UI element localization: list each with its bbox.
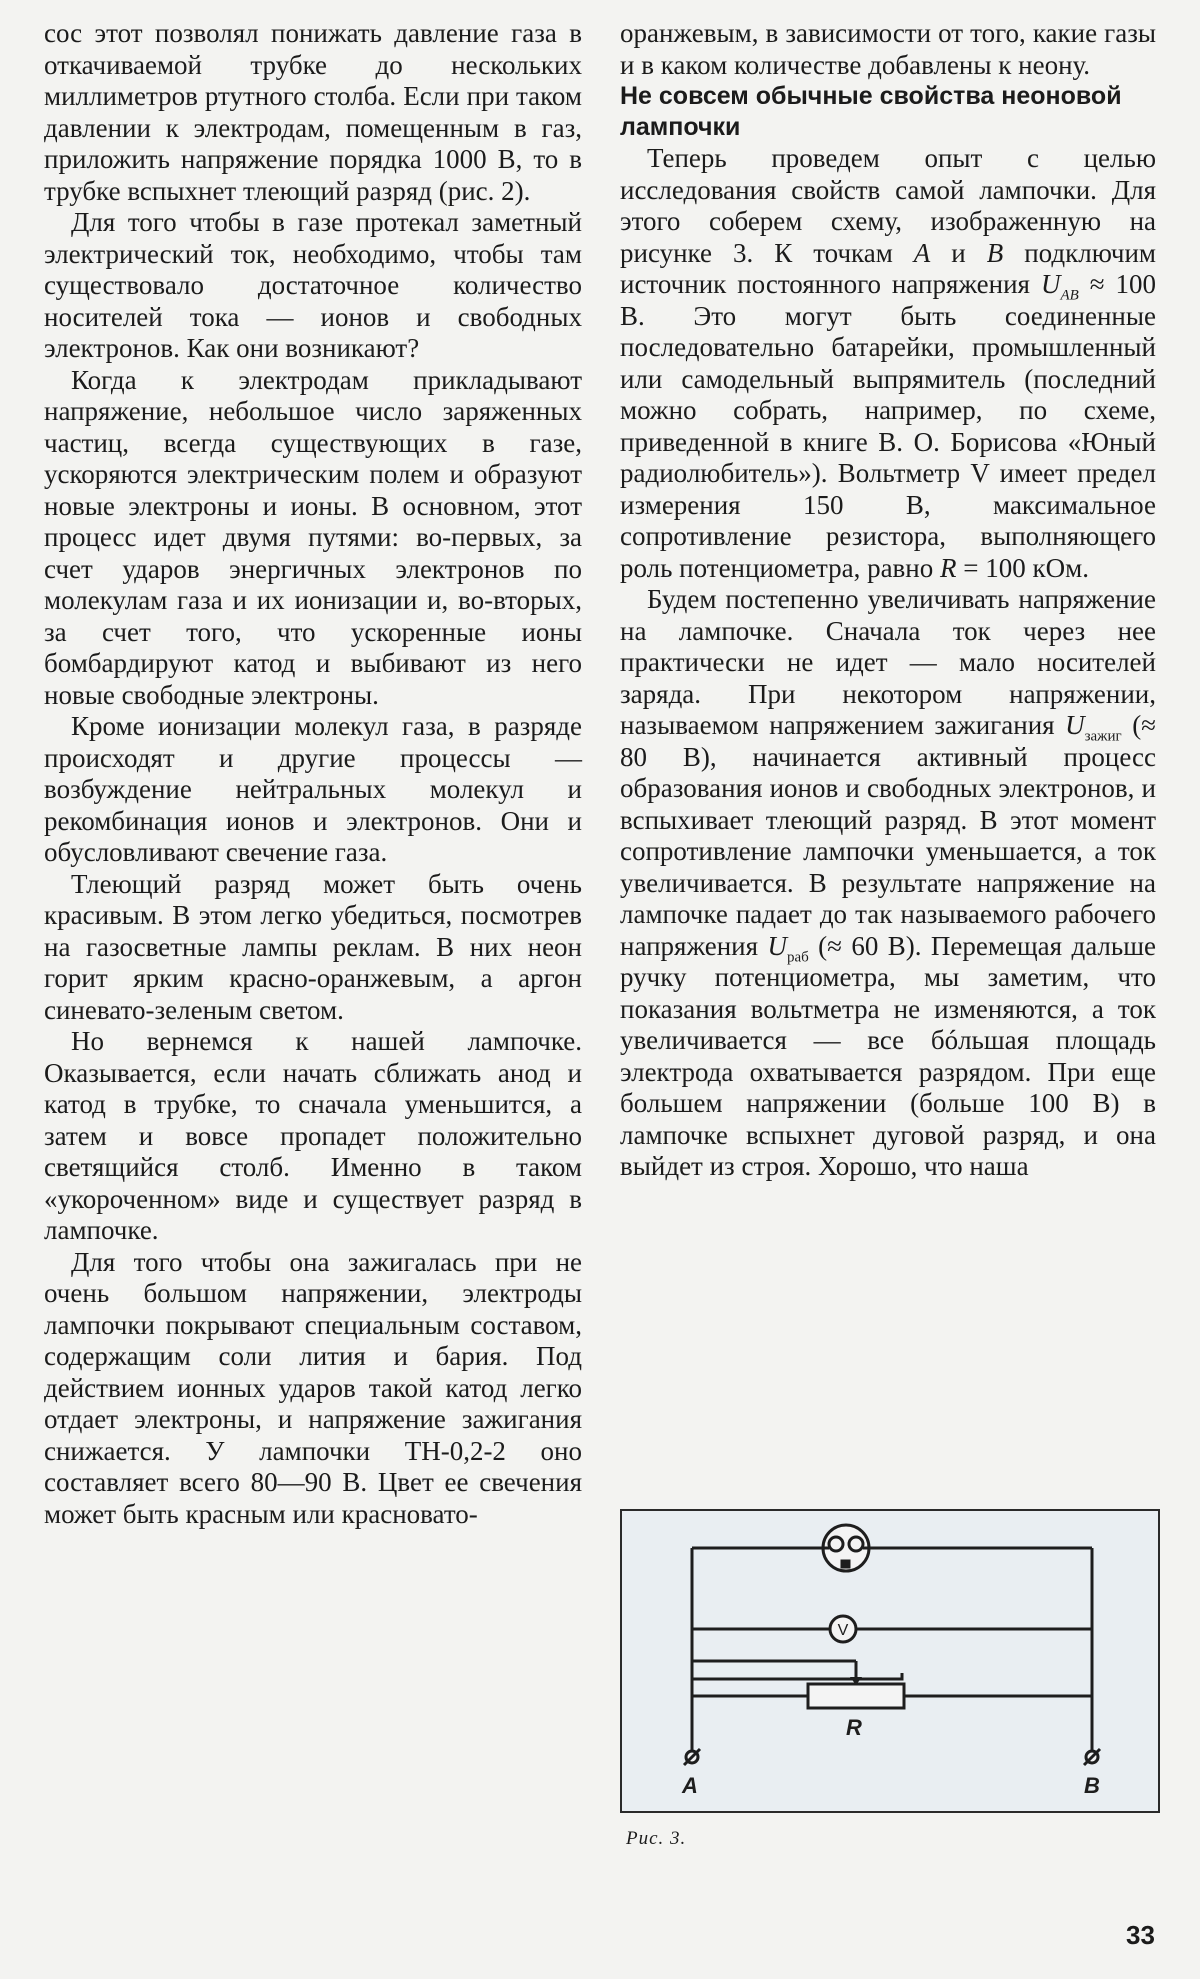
paragraph: Кроме ионизации молекул газа, в разряде происходят и другие процессы — возбуждение нейтральных молекул и рекомбинация ионов и электронов. Они и обусловливают свечение газа. bbox=[44, 711, 582, 867]
terminal-b-icon bbox=[1084, 1749, 1100, 1765]
paragraph: Теперь проведем опыт с целью исследования свойств самой лампочки. Для этого соберем схему, изображенную на рисунке 3. К точкам A и B подключим источник постоянного напряжения $U_{AB} \approx 100$ В. Это могут быть соединенные последовательно батарейки, промышленный или самодельный выпрямитель (последний можно собрать, например, по схеме, приведенной в книге В. О. Борисова «Юный радиолюбитель»). Вольтметр V имеет предел измерения 150 В, максимальное сопротивление резистора, выполняющего роль потенциометра, равно R = 100 кОм. bbox=[620, 143, 1156, 583]
paragraph: Когда к электродам прикладывают напряжение, небольшое число заряженных частиц, всегда существующих в газе, ускоряются электрическим полем и образуют новые электроны и ионы. В основном, этот процесс идет двумя путями: во-первых, за счет ударов энергичных электронов по молекулам газа и их ионизации и, во-вторых, за счет того, что ускоренные ионы бомбардируют катод и выбивают из него новые свободные электроны. bbox=[44, 364, 582, 710]
page-number: 33 bbox=[1126, 1920, 1155, 1950]
neon-lamp-icon bbox=[822, 1525, 872, 1571]
paragraph: Тлеющий разряд может быть очень красивым. В этом легко убедиться, посмотрев на газосветные лампы реклам. В них неон горит ярким красно-оранжевым, а аргон синевато-зеленым светом. bbox=[44, 868, 582, 1025]
resistor-label: R bbox=[846, 1715, 862, 1740]
paragraph: Будем постепенно увеличивать напряжение на лампочке. Сначала ток через нее практически не идет — мало носителей заряда. При некотором напряжении, называемом напряжением зажигания $U_{зажиг}$ (≈ 80 В), начинается активный процесс образования ионов и свободных электронов, и вспыхивает тлеющий разряд. В этот момент сопротивление лампочки уменьшается, а ток увеличивается. В результате напряжение на лампочке падает до так называемого рабочего напряжения $U_{раб}$ (≈ 60 В). Перемещая дальше ручку потенциометра, мы заметим, что показания вольтметра не изменяются, а ток увеличивается — все бóльшая площадь электрода охватывается разрядом. При еще большем напряжении (больше 100 В) в лампочке вспыхнет дуговой разряд, и она выйдет из строя. Хорошо, что наша bbox=[620, 584, 1157, 1181]
paragraph: сос этот позволял понижать давление газа в откачиваемой трубке до нескольких миллиметров ртутного столба. Если при таком давлении к электродам, помещенным в газ, приложить напряжение порядка 1000 В, то в трубке вспыхнет тлеющий разряд (рис. 2). bbox=[44, 18, 582, 206]
left-column bbox=[44, 18, 582, 1530]
section-heading: Не совсем обычные свойства неоновой лампочки bbox=[620, 82, 1122, 141]
paragraph: Для того чтобы она зажигалась при не очень большом напряжении, электроды лампочки покрывают специальным составом, содержащим соли лития и бария. Под действием ионных ударов такой катод легко отдает электроны, и напряжение зажигания снижается. У лампочки ТН-0,2-2 оно составляет всего 80—90 В. Цвет ее свечения может быть красным или красновато- bbox=[44, 1246, 582, 1529]
circuit-figure bbox=[620, 1509, 1160, 1813]
paragraph-continuation: оранжевым, в зависимости от того, какие газы и в каком количестве добавлены к неону. bbox=[620, 18, 1156, 80]
voltmeter-icon bbox=[830, 1616, 856, 1642]
figure-caption: Рис. 3. bbox=[626, 1828, 687, 1849]
paragraph: Для того чтобы в газе протекал заметный электрический ток, необходимо, чтобы там существовало достаточное количество носителей тока — ионов и свободных электронов. Как они возникают? bbox=[44, 207, 582, 363]
right-column bbox=[620, 18, 1156, 1183]
wire-a-to-wiper bbox=[692, 1673, 902, 1679]
terminal-a-label: A bbox=[682, 1773, 698, 1798]
circuit-diagram bbox=[622, 1511, 1162, 1815]
paragraph: Но вернемся к нашей лампочке. Оказывается, если начать сближать анод и катод в трубке, то сначала уменьшится, а затем и вовсе пропадет положительно светящийся столб. Именно в таком «укороченном» виде и существует разряд в лампочке. bbox=[44, 1026, 582, 1245]
terminal-a-icon bbox=[684, 1749, 700, 1765]
potentiometer-icon bbox=[692, 1661, 1092, 1708]
voltmeter-label: V bbox=[837, 1622, 849, 1639]
terminal-b-label: B bbox=[1084, 1773, 1100, 1798]
